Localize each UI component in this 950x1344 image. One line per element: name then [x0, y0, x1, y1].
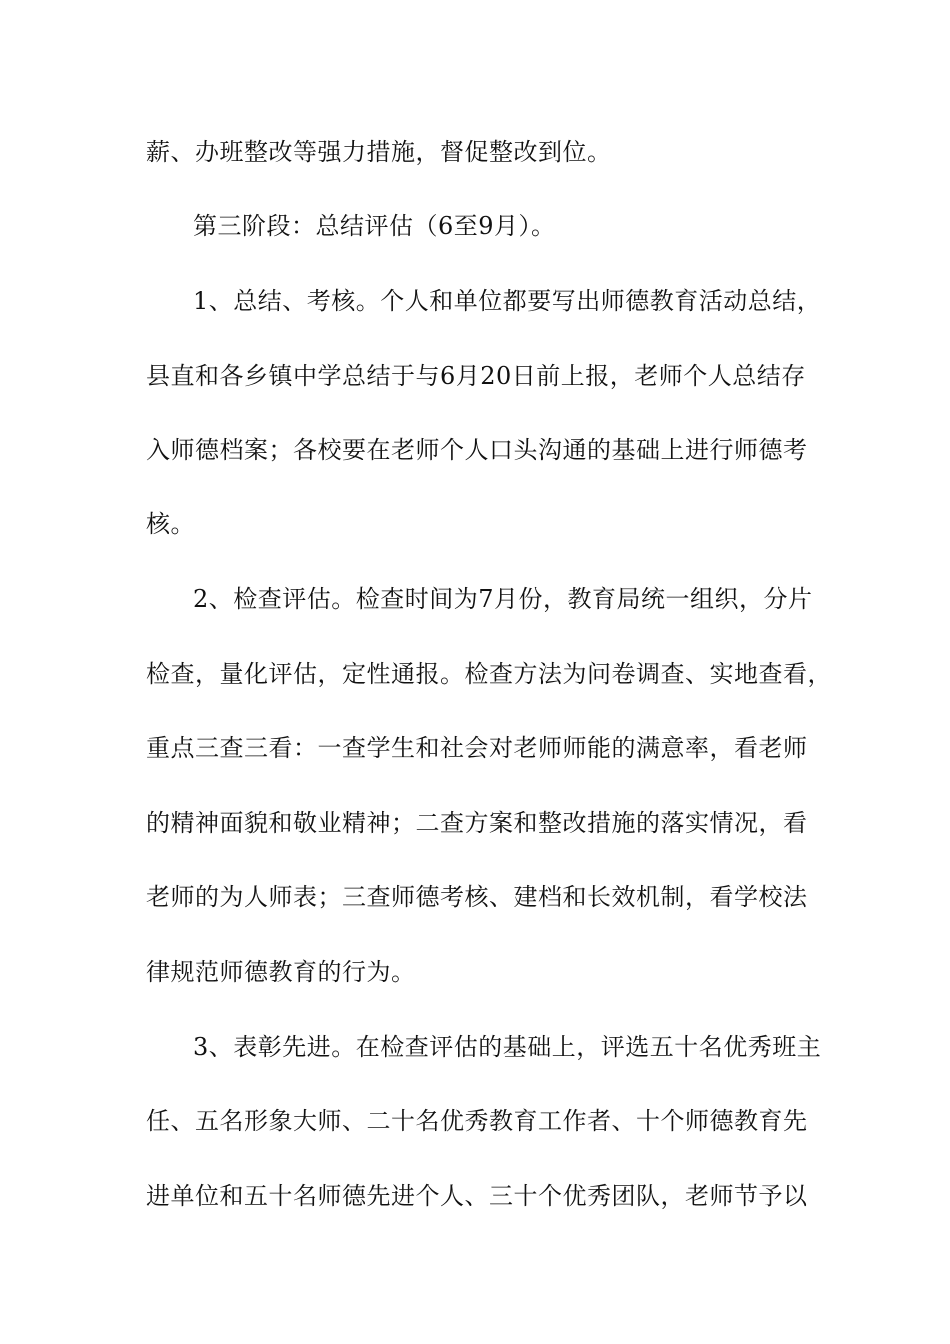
text-line-4: 县直和各乡镇中学总结于与6月20日前上报，老师个人总结存 [146, 362, 806, 390]
item-3-heading-line: 3、表彰先进。在检查评估的基础上，评选五十名优秀班主 [193, 1033, 822, 1061]
item-1-heading-line: 1、总结、考核。个人和单位都要写出师德教育活动总结， [193, 287, 822, 315]
text-line-6: 核。 [146, 510, 195, 538]
text-line-12: 律规范师德教育的行为。 [146, 958, 416, 986]
text-line-10: 的精神面貌和敬业精神；二查方案和整改措施的落实情况，看 [146, 809, 808, 837]
text-line-11: 老师的为人师表；三查师德考核、建档和长效机制，看学校法 [146, 883, 808, 911]
text-line-9: 重点三查三看：一查学生和社会对老师师能的满意率，看老师 [146, 734, 808, 762]
text-line-8: 检查，量化评估，定性通报。检查方法为问卷调查、实地查看， [146, 660, 832, 688]
text-line-14: 任、五名形象大师、二十名优秀教育工作者、十个师德教育先 [146, 1107, 808, 1135]
item-2-heading-line: 2、检查评估。检查时间为7月份，教育局统一组织，分片 [193, 585, 813, 613]
stage-heading: 第三阶段：总结评估（6至9月）。 [193, 212, 556, 240]
text-line-5: 入师德档案；各校要在老师个人口头沟通的基础上进行师德考 [146, 436, 808, 464]
text-line-15: 进单位和五十名师德先进个人、三十个优秀团队，老师节予以 [146, 1182, 808, 1210]
text-line-1: 薪、办班整改等强力措施，督促整改到位。 [146, 138, 612, 166]
